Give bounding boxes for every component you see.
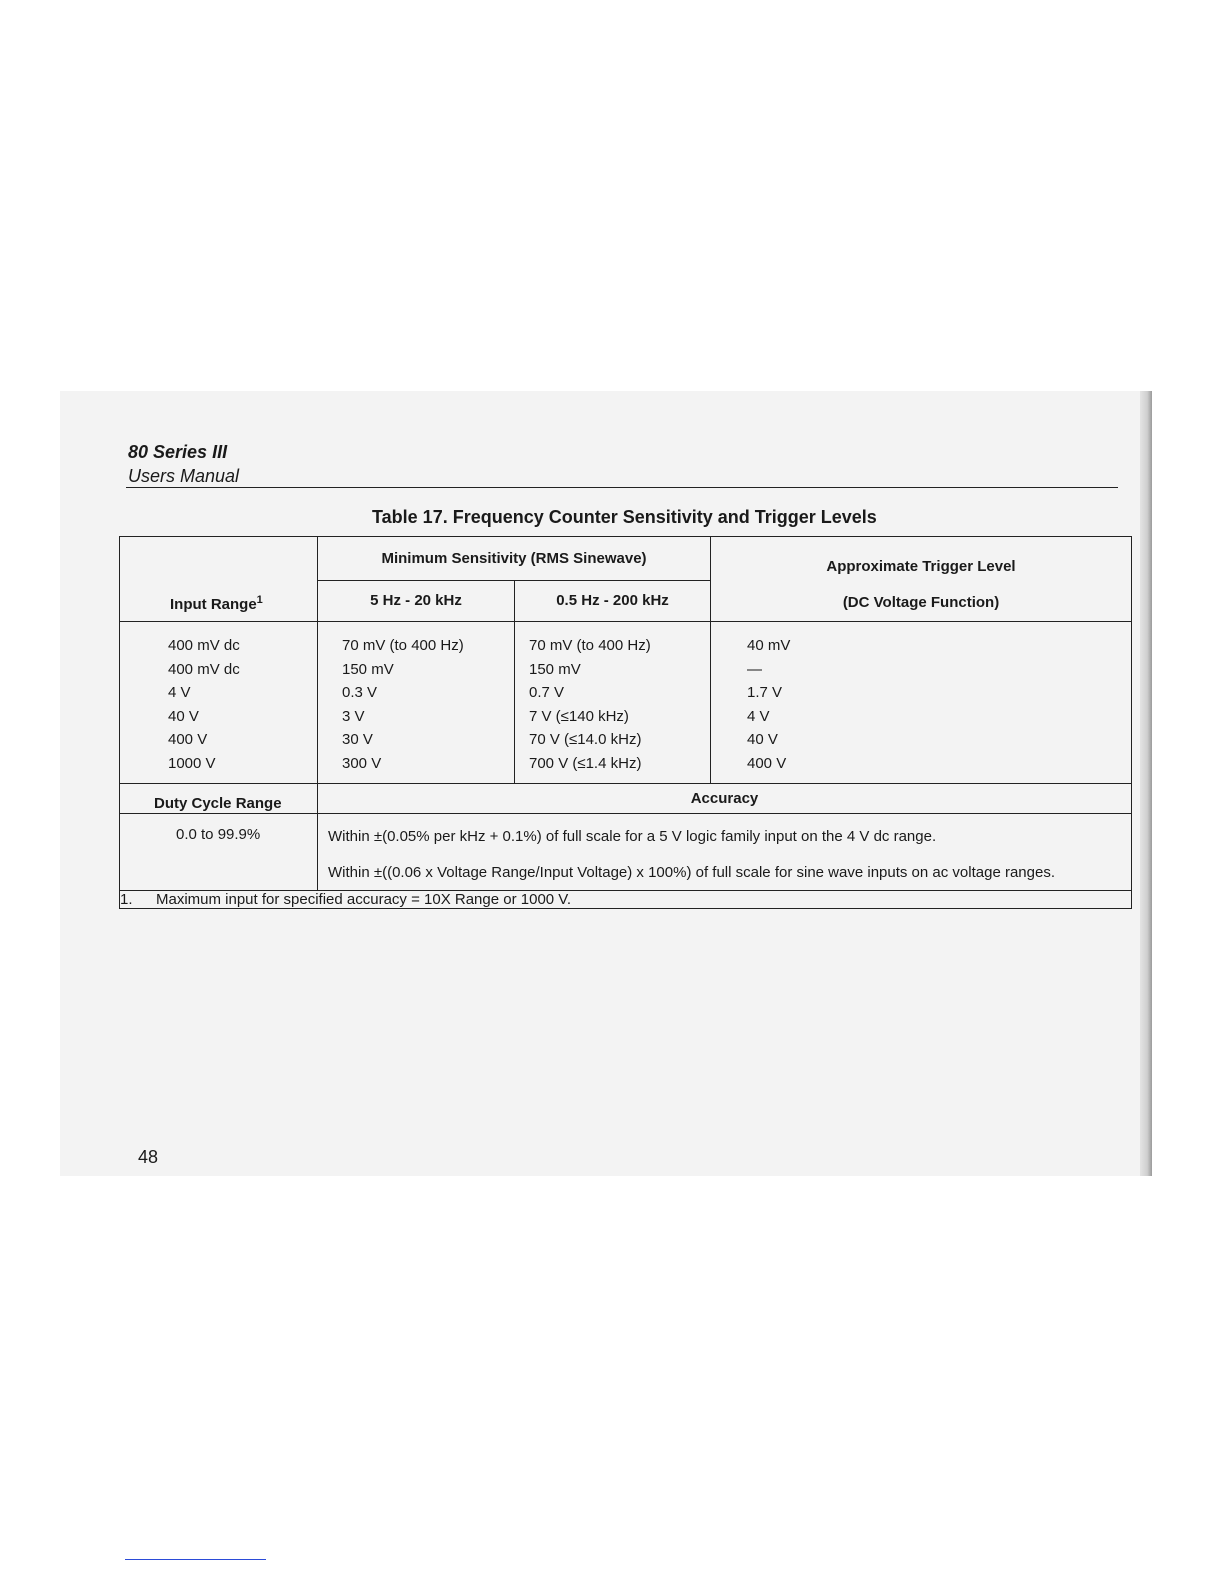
- table-title: Table 17. Frequency Counter Sensitivity and Trigger Levels: [372, 507, 877, 527]
- duty-cycle-header-row: [120, 784, 1132, 814]
- accuracy-header: Accuracy: [318, 784, 1132, 814]
- trigger-cell: 4 V: [747, 707, 770, 725]
- trigger-cell: 40 V: [747, 731, 778, 748]
- duty-cycle-row: [120, 814, 1132, 891]
- sensitivity-cell: 150 mV: [529, 660, 581, 678]
- sensitivity-cell: 0.3 V: [342, 684, 378, 701]
- accuracy-cell: [318, 814, 1132, 891]
- sensitivity-cell: 150 mV: [342, 660, 394, 678]
- header-rule: [126, 487, 1118, 488]
- page-number: 48: [138, 1147, 159, 1167]
- input-range-cell: 400 mV dc: [168, 660, 240, 678]
- trigger-level-line1: Approximate Trigger Level: [826, 558, 1016, 575]
- sensitivity-cell: 700 V (≤1.4 kHz): [529, 754, 642, 772]
- manual-series-title: 80 Series III: [128, 442, 228, 462]
- manual-subtitle: Users Manual: [128, 466, 240, 486]
- trigger-level-column: [711, 622, 1132, 784]
- page-edge-shadow: [1140, 391, 1152, 1176]
- footnote-text: Maximum input for specified accuracy = 10X Range or 1000 V.: [156, 891, 572, 908]
- trigger-level-line2: (DC Voltage Function): [842, 594, 1000, 611]
- sensitivity-cell: 70 mV (to 400 Hz): [529, 637, 651, 654]
- footnote-marker: 1: [256, 594, 263, 606]
- footnote-number: 1.: [120, 891, 133, 908]
- header-min-sensitivity: Minimum Sensitivity (RMS Sinewave): [318, 537, 711, 581]
- trigger-cell: 40 mV: [747, 637, 791, 654]
- sensitivity-cell: 70 mV (to 400 Hz): [342, 637, 464, 654]
- sensitivity-5hz-column: [318, 622, 515, 784]
- input-range-cell: 4 V: [168, 684, 191, 701]
- footnote-row: [120, 891, 1132, 909]
- sensitivity-cell: 3 V: [342, 707, 365, 725]
- input-range-cell: 400 V: [168, 731, 208, 748]
- input-range-cell: 40 V: [168, 707, 199, 725]
- trigger-cell: —: [747, 660, 762, 678]
- header-trigger-level: [711, 537, 1132, 622]
- frequency-counter-table: [119, 536, 1132, 909]
- sensitivity-cell: 70 V (≤14.0 kHz): [529, 731, 642, 748]
- input-range-cell: 400 mV dc: [168, 637, 240, 654]
- input-range-cell: 1000 V: [168, 754, 216, 772]
- sensitivity-cell: 0.7 V: [529, 684, 565, 701]
- header-input-range: [120, 537, 318, 622]
- duty-cycle-value: 0.0 to 99.9%: [120, 814, 318, 891]
- input-range-column: [120, 622, 318, 784]
- header-5hz-20khz: 5 Hz - 20 kHz: [318, 580, 515, 621]
- sensitivity-cell: 300 V: [342, 754, 382, 772]
- accuracy-line-logic: Within ±(0.05% per kHz + 0.1%) of full scale for a 5 V logic family input on the 4 V dc range.: [328, 828, 937, 845]
- trigger-cell: 400 V: [747, 754, 787, 772]
- input-range-label: Input Range: [170, 596, 257, 613]
- trigger-cell: 1.7 V: [747, 684, 783, 701]
- blue-underline: [125, 1559, 266, 1560]
- header-05hz-200khz: 0.5 Hz - 200 kHz: [515, 580, 711, 621]
- sensitivity-05hz-column: [515, 622, 711, 784]
- sensitivity-cell: 7 V (≤140 kHz): [529, 707, 629, 725]
- sensitivity-cell: 30 V: [342, 731, 373, 748]
- duty-cycle-range-header: Duty Cycle Range: [120, 784, 318, 814]
- accuracy-line-ac: Within ±((0.06 x Voltage Range/Input Voltage) x 100%) of full scale for sine wave inputs on ac voltage ranges.: [328, 864, 1055, 881]
- footnote: [120, 891, 1132, 909]
- table-row-values: [120, 622, 1132, 784]
